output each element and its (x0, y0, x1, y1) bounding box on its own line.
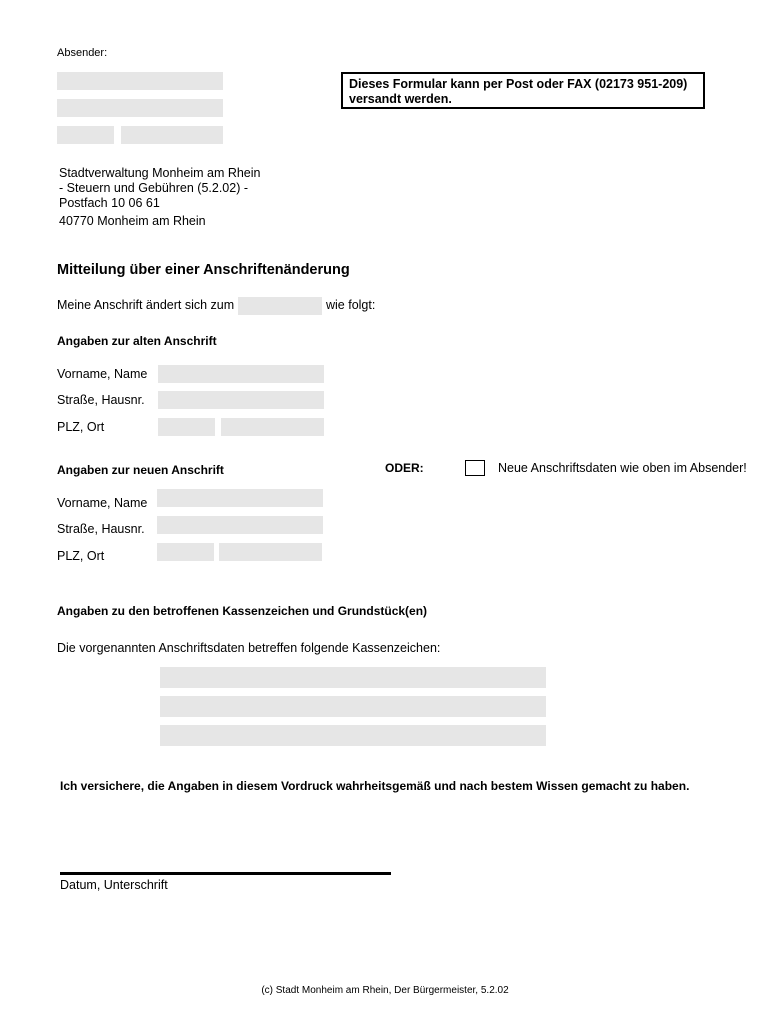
new-name-field[interactable] (157, 489, 323, 507)
sender-zip-field[interactable] (57, 126, 114, 144)
new-city-field[interactable] (219, 543, 322, 561)
intro-after: wie folgt: (326, 298, 376, 312)
sender-label: Absender: (57, 47, 108, 59)
cash-ref-field-3[interactable] (160, 725, 546, 746)
new-street-field[interactable] (157, 516, 323, 534)
new-street-label: Straße, Hausnr. (57, 522, 145, 536)
fax-notice-line1: Dieses Formular kann per Post oder FAX (02173 951-209) (349, 77, 688, 91)
new-name-label: Vorname, Name (57, 496, 148, 510)
intro-before: Meine Anschrift ändert sich zum (57, 298, 235, 312)
same-as-sender-label: Neue Anschriftsdaten wie oben im Absender! (498, 461, 747, 475)
old-street-label: Straße, Hausnr. (57, 393, 145, 407)
or-label: ODER: (385, 461, 424, 475)
new-zip-field[interactable] (157, 543, 214, 561)
sender-city-field[interactable] (121, 126, 223, 144)
footer-copyright: (c) Stadt Monheim am Rhein, Der Bürgermeister, 5.2.02 (261, 985, 509, 996)
recipient-line3: Postfach 10 06 61 (59, 196, 160, 210)
signature-line (60, 872, 391, 875)
old-name-field[interactable] (158, 365, 324, 383)
recipient-line2: - Steuern und Gebühren (5.2.02) - (59, 181, 249, 195)
new-city-label: PLZ, Ort (57, 549, 105, 563)
fax-notice-line2: versandt werden. (349, 92, 452, 106)
cash-ref-field-2[interactable] (160, 696, 546, 717)
old-name-label: Vorname, Name (57, 367, 148, 381)
recipient-line4: 40770 Monheim am Rhein (59, 214, 206, 228)
form-title: Mitteilung über einer Anschriftenänderung (57, 262, 350, 278)
recipient-line1: Stadtverwaltung Monheim am Rhein (59, 166, 261, 180)
old-city-label: PLZ, Ort (57, 420, 105, 434)
old-street-field[interactable] (158, 391, 324, 409)
new-address-heading: Angaben zur neuen Anschrift (57, 463, 224, 477)
sender-street-field[interactable] (57, 99, 223, 117)
old-zip-field[interactable] (158, 418, 215, 436)
cash-ref-field-1[interactable] (160, 667, 546, 688)
sender-name-field[interactable] (57, 72, 223, 90)
declaration-text: Ich versichere, die Angaben in diesem Vordruck wahrheitsgemäß und nach bestem Wissen gemacht zu haben. (60, 779, 690, 793)
old-city-field[interactable] (221, 418, 324, 436)
fax-notice-box (341, 72, 705, 109)
same-as-sender-checkbox[interactable] (465, 460, 485, 476)
old-address-heading: Angaben zur alten Anschrift (57, 334, 217, 348)
cash-refs-heading: Angaben zu den betroffenen Kassenzeichen und Grundstück(en) (57, 604, 428, 618)
cash-refs-intro: Die vorgenannten Anschriftsdaten betreffen folgende Kassenzeichen: (57, 641, 441, 655)
change-date-field[interactable] (238, 297, 322, 315)
signature-label: Datum, Unterschrift (60, 878, 168, 892)
